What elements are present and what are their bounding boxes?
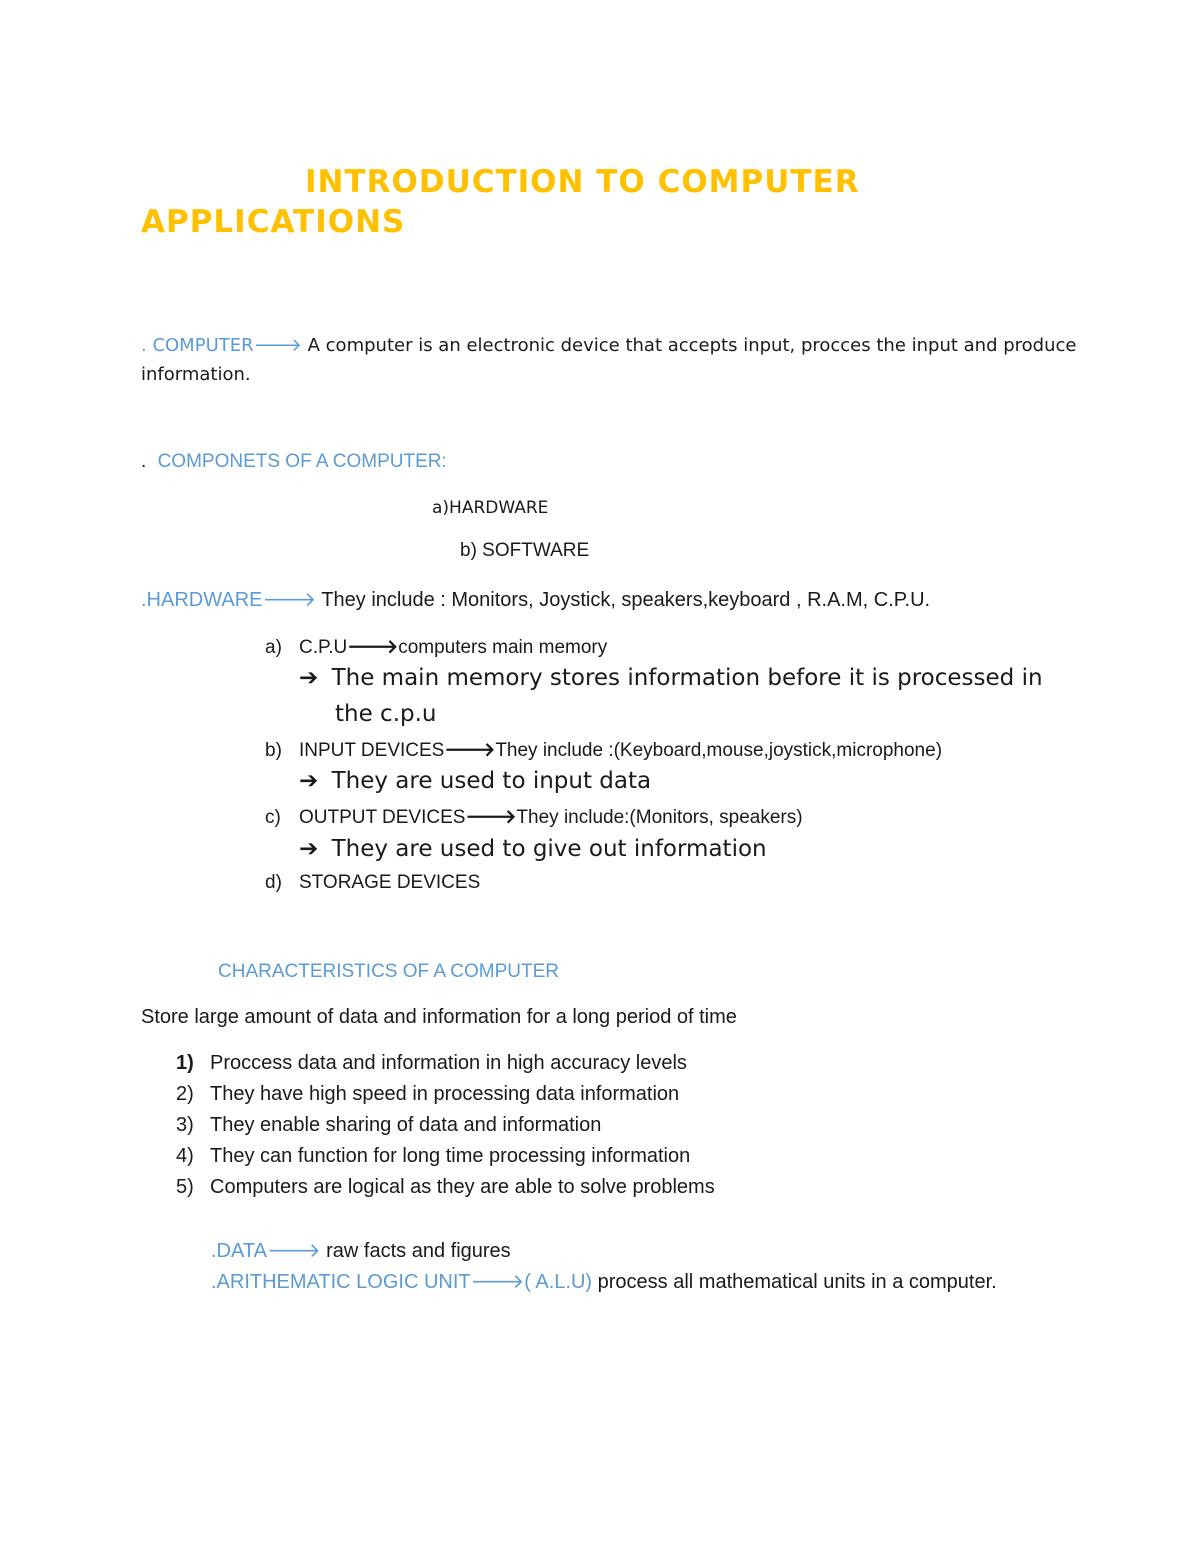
computer-definition	[141, 335, 1076, 356]
hardware-item-cpu	[265, 635, 607, 659]
computer-label: . COMPUTER	[141, 335, 254, 356]
component-software: b) SOFTWARE	[460, 540, 590, 561]
components-dot: .	[141, 451, 147, 472]
components-heading	[141, 451, 447, 473]
list-marker: b)	[265, 740, 282, 761]
list-item-text: Proccess data and information in high accuracy levels	[210, 1052, 687, 1074]
right-arrow-icon: 🡒	[444, 740, 496, 761]
list-number: 4)	[176, 1145, 194, 1167]
output-note-text: They are used to give out information	[331, 836, 767, 862]
right-arrow-icon: 🡒	[470, 1271, 525, 1293]
hardware-item-input	[265, 738, 942, 762]
bold-arrow-icon: ➔	[299, 665, 319, 691]
cpu-note-text: The main memory stores information before it is processed in	[331, 665, 1043, 691]
list-item-text: They enable sharing of data and information	[210, 1114, 602, 1136]
right-arrow-icon: 🡒	[253, 335, 302, 356]
storage-label: STORAGE DEVICES	[299, 872, 481, 893]
cpu-note-cont: the c.p.u	[335, 701, 437, 727]
hardware-item-storage	[265, 872, 480, 894]
cpu-text: computers main memory	[398, 637, 608, 658]
bold-arrow-icon: ➔	[299, 768, 319, 794]
list-number: 5)	[176, 1176, 194, 1198]
components-heading-text: COMPONETS OF A COMPUTER:	[157, 451, 447, 472]
right-arrow-icon: 🡒	[262, 589, 317, 611]
right-arrow-icon: 🡒	[347, 637, 399, 658]
list-marker: a)	[265, 637, 282, 658]
list-number: 3)	[176, 1114, 194, 1136]
hardware-definition	[141, 587, 930, 612]
list-item	[176, 1176, 715, 1199]
cpu-label: C.P.U	[299, 637, 348, 658]
alu-text: process all mathematical units in a computer.	[592, 1271, 997, 1293]
hardware-label: .HARDWARE	[141, 589, 263, 611]
hardware-item-output	[265, 805, 803, 829]
alu-label: .ARITHEMATIC LOGIC UNIT	[211, 1271, 471, 1293]
list-number: 2)	[176, 1083, 194, 1105]
list-item	[176, 1052, 687, 1075]
computer-text: A computer is an electronic device that accepts input, procces the input and produce	[301, 335, 1077, 356]
component-hardware: a)HARDWARE	[432, 498, 549, 518]
characteristics-heading: CHARACTERISTICS OF A COMPUTER	[218, 961, 559, 982]
right-arrow-icon: 🡒	[465, 807, 517, 828]
characteristics-intro: Store large amount of data and information for a long period of time	[141, 1006, 737, 1028]
list-number: 1)	[176, 1052, 194, 1074]
hardware-text: They include : Monitors, Joystick, speakers,keyboard , R.A.M, C.P.U.	[316, 589, 931, 611]
input-text: They include :(Keyboard,mouse,joystick,microphone)	[495, 740, 943, 761]
list-item	[176, 1114, 601, 1137]
input-note	[299, 768, 651, 794]
right-arrow-icon: 🡒	[266, 1240, 321, 1262]
input-note-text: They are used to input data	[331, 768, 652, 794]
bold-arrow-icon: ➔	[299, 836, 319, 862]
data-text: raw facts and figures	[320, 1240, 511, 1262]
list-marker: d)	[265, 872, 282, 893]
list-item	[176, 1083, 679, 1106]
data-label: .DATA	[211, 1240, 267, 1262]
page-title-line1: INTRODUCTION TO COMPUTER	[305, 164, 860, 200]
alu-abbr: ( A.L.U)	[524, 1271, 593, 1293]
list-item-text: They have high speed in processing data information	[210, 1083, 680, 1105]
list-item-text: They can function for long time processing information	[210, 1145, 691, 1167]
output-note	[299, 836, 767, 862]
input-label: INPUT DEVICES	[299, 740, 445, 761]
list-item-text: Computers are logical as they are able to solve problems	[210, 1176, 715, 1198]
computer-definition-cont: information.	[141, 364, 251, 385]
list-marker: c)	[265, 807, 281, 828]
data-definition	[211, 1238, 511, 1263]
output-text: They include:(Monitors, speakers)	[516, 807, 803, 828]
cpu-note	[299, 665, 1043, 691]
output-label: OUTPUT DEVICES	[299, 807, 466, 828]
list-item	[176, 1145, 690, 1168]
page-title-line2: APPLICATIONS	[141, 204, 406, 240]
alu-definition	[211, 1269, 997, 1294]
